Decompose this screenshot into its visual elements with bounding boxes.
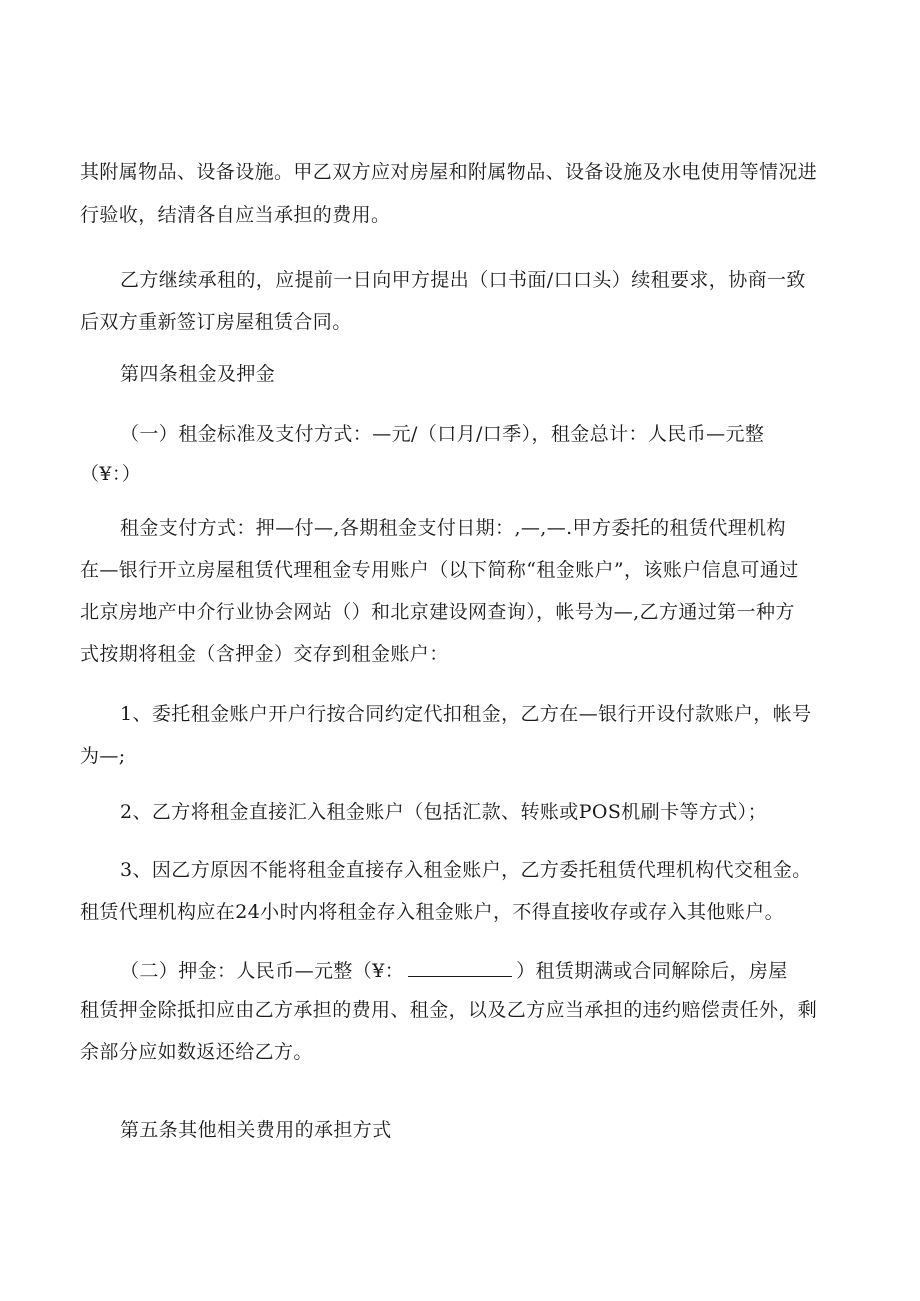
paragraph-payment-line-2: 在—银行开立房屋租赁代理租金专用账户（以下简称“租金账户”，该账户信息可通过 [80,559,799,581]
paragraph-2-line-1: 乙方继续承租的，应提前一日向甲方提出（口书面/口口头）续租要求，协商一致 [120,269,806,291]
paragraph-payment-line-1: 租金支付方式：押—付—,各期租金支付日期：,—,—.甲方委托的租赁代理机构 [120,517,786,539]
item-1-line-1: 1、委托租金账户开户行按合同约定代扣租金，乙方在—银行开设付款账户，帐号 [120,703,812,725]
paragraph-1-line-2: 行验收，结清各自应当承担的费用。 [80,204,391,226]
section-heading-article-5: 第五条其他相关费用的承担方式 [120,1119,392,1141]
paragraph-deposit-line-2: 租赁押金除抵扣应由乙方承担的费用、租金，以及乙方应当承担的违约赔偿责任外，剩 [80,999,818,1021]
deposit-text-after-blank: ）租赁期满或合同解除后，房屋 [516,960,788,982]
item-1-line-2: 为—; [80,745,126,767]
section-heading-article-4: 第四条租金及押金 [120,363,276,385]
item-3-line-1: 3、因乙方原因不能将租金直接存入租金账户，乙方委托租赁代理机构代交租金。 [120,859,812,881]
paragraph-payment-line-4: 式按期将租金（含押金）交存到租金账户： [80,643,449,665]
paragraph-1-line-1: 其附属物品、设备设施。甲乙双方应对房屋和附属物品、设备设施及水电使用等情况进 [80,161,818,183]
paragraph-deposit-line-3: 余部分应如数返还给乙方。 [80,1041,313,1063]
deposit-text-before-blank: （二）押金：人民币—元整（¥： [120,960,405,982]
paragraph-payment-line-3: 北京房地产中介行业协会网站（）和北京建设网查询），帐号为—,乙方通过第一种方 [80,601,795,623]
item-2-line-1: 2、乙方将租金直接汇入租金账户（包括汇款、转账或POS机刷卡等方式）； [120,801,767,823]
paragraph-2-line-2: 后双方重新签订房屋租赁合同。 [80,311,352,333]
paragraph-rent-standard-line-1: （一）租金标准及支付方式：—元/（口月/口季），租金总计：人民币—元整 [120,423,765,445]
paragraph-rent-standard-line-2: （¥：） [80,463,142,485]
item-3-line-2: 租赁代理机构应在24小时内将租金存入租金账户，不得直接收存或存入其他账户。 [80,901,784,923]
paragraph-deposit-line-1 [120,958,788,983]
deposit-amount-blank [408,958,512,977]
